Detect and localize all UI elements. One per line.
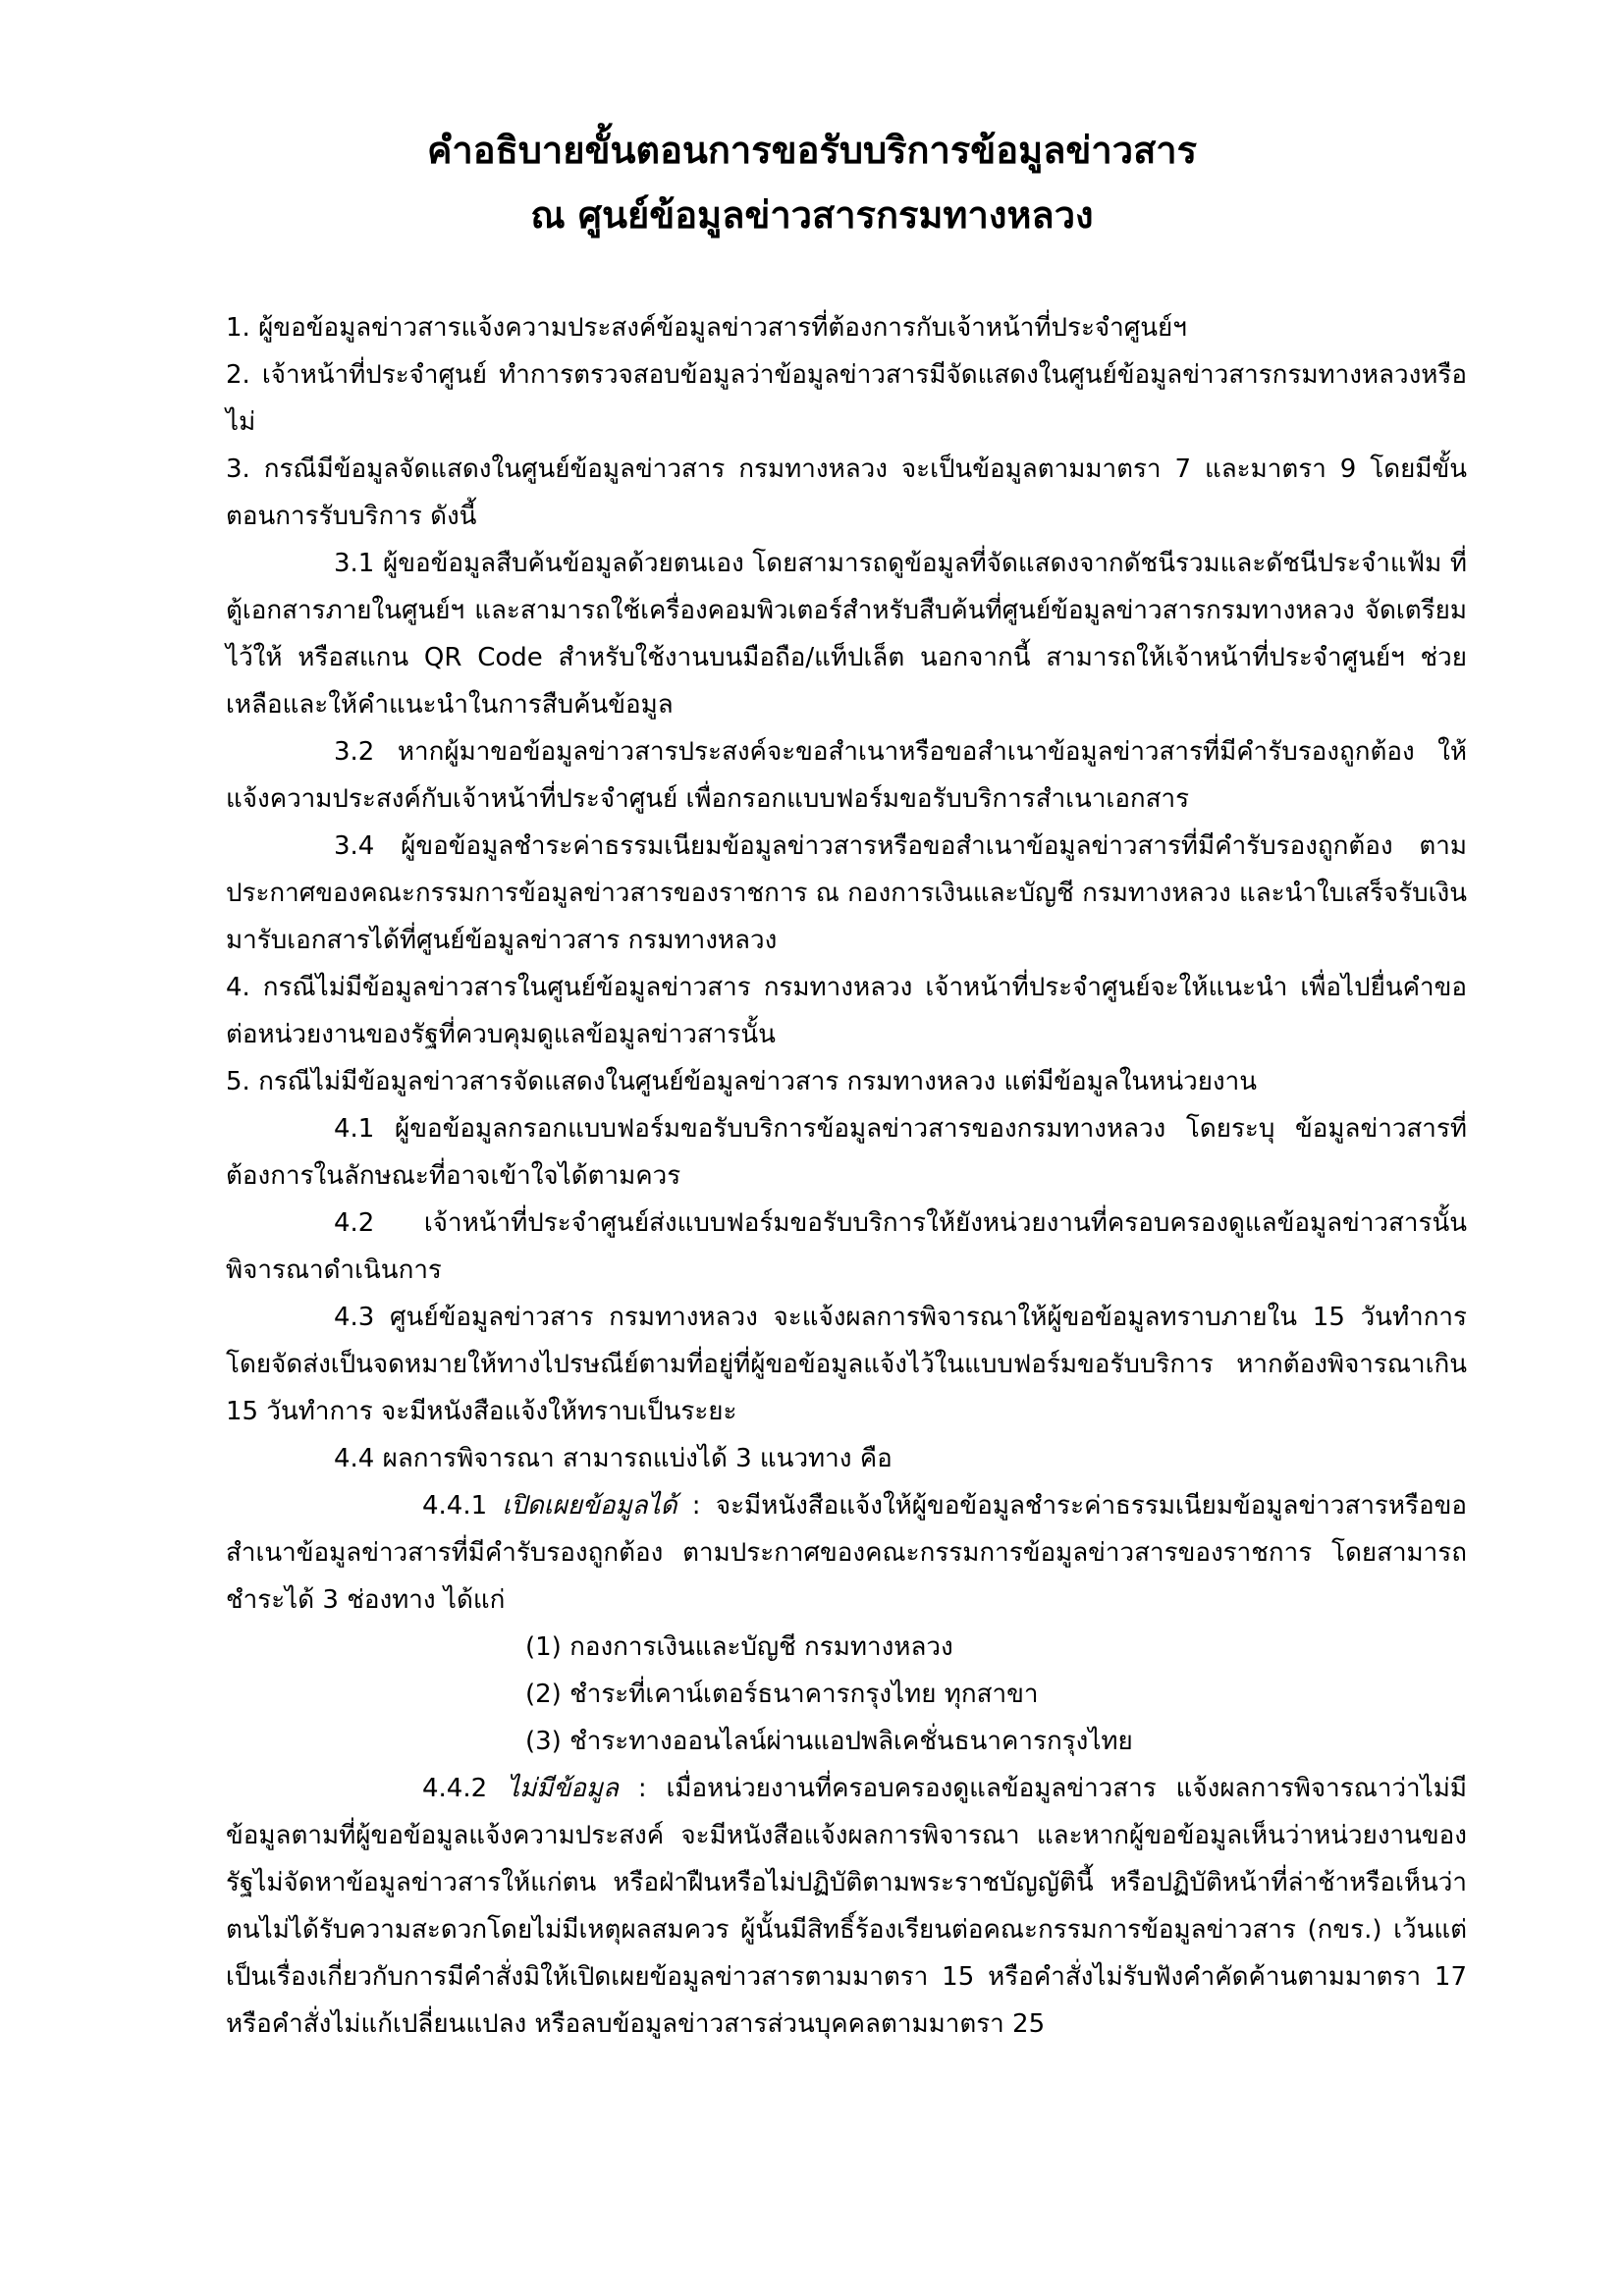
document-body <box>226 304 1467 2048</box>
step-2: 2. เจ้าหน้าที่ประจำศูนย์ ทำการตรวจสอบข้อมูลว่าข้อมูลข่าวสารมีจัดแสดงในศูนย์ข้อมูลข่าวสารกรมทางหลวงหรือไม่ <box>226 360 1467 437</box>
step-4-4-2 <box>226 1765 1467 2048</box>
payment-channel-2: (2) ชำระที่เคาน์เตอร์ธนาคารกรุงไทย ทุกสาขา <box>525 1680 1039 1709</box>
step-4-4-2-number: 4.4.2 <box>422 1774 488 1803</box>
document-title-line-1: คำอธิบายขั้นตอนการขอรับบริการข้อมูลข่าวสาร <box>426 129 1198 172</box>
document-title-line-2: ณ ศูนย์ข้อมูลข่าวสารกรมทางหลวง <box>530 193 1094 237</box>
step-4-4-1-heading: เปิดเผยข้อมูลได้ <box>502 1491 677 1521</box>
step-3: 3. กรณีมีข้อมูลจัดแสดงในศูนย์ข้อมูลข่าวสาร กรมทางหลวง จะเป็นข้อมูลตามมาตรา 7 และมาตรา 9 โดยมีขั้นตอนการรับบริการ ดังนี้ <box>226 454 1467 531</box>
step-4-4-1-text: : จะมีหนังสือแจ้งให้ผู้ขอข้อมูลชำระค่าธรรมเนียมข้อมูลข่าวสารหรือขอสำเนาข้อมูลข่าวสารที่มีคำรับรองถูกต้อง ตามประกาศของคณะกรรมการข้อมูลข่าวสารของราชการ โดยสามารถชำระได้ 3 ช่องทาง ได้แก่ <box>226 1491 1468 1615</box>
step-1: 1. ผู้ขอข้อมูลข่าวสารแจ้งความประสงค์ข้อมูลข่าวสารที่ต้องการกับเจ้าหน้าที่ประจำศูนย์ฯ <box>226 313 1187 343</box>
payment-channel-1: (1) กองการเงินและบัญชี กรมทางหลวง <box>525 1632 953 1662</box>
step-3-1: 3.1 ผู้ขอข้อมูลสืบค้นข้อมูลด้วยตนเอง โดยสามารถดูข้อมูลที่จัดแสดงจากดัชนีรวมและดัชนีประจำแฟ้ม ที่ตู้เอกสารภายในศูนย์ฯ และสามารถใช้เครื่องคอมพิวเตอร์สำหรับสืบค้นที่ศูนย์ข้อมูลข่าวสารกรมทางหลวง จัดเตรียมไว้ให้ หรือสแกน QR Code สำหรับใช้งานบนมือถือ/แท็ปเล็ต นอกจากนี้ สามารถให้เจ้าหน้าที่ประจำศูนย์ฯ ช่วยเหลือและให้คำแนะนำในการสืบค้นข้อมูล <box>226 549 1467 720</box>
step-4-2: 4.2 เจ้าหน้าที่ประจำศูนย์ส่งแบบฟอร์มขอรับบริการให้ยังหน่วยงานที่ครอบครองดูแลข้อมูลข่าวสารนั้นพิจารณาดำเนินการ <box>226 1208 1467 1285</box>
step-4-4-2-text: : เมื่อหน่วยงานที่ครอบครองดูแลข้อมูลข่าวสาร แจ้งผลการพิจารณาว่าไม่มีข้อมูลตามที่ผู้ขอข้อมูลแจ้งความประสงค์ จะมีหนังสือแจ้งผลการพิจารณา และหากผู้ขอข้อมูลเห็นว่าหน่วยงานของรัฐไม่จัดหาข้อมูลข่าวสารให้แก่ตน หรือฝ่าฝืนหรือไม่ปฏิบัติตามพระราชบัญญัตินี้ หรือปฏิบัติหน้าที่ล่าช้าหรือเห็นว่าตนไม่ได้รับความสะดวกโดยไม่มีเหตุผลสมควร ผู้นั้นมีสิทธิ์ร้องเรียนต่อคณะกรรมการข้อมูลข่าวสาร (กขร.) เว้นแต่เป็นเรื่องเกี่ยวกับการมีคำสั่งมิให้เปิดเผยข้อมูลข่าวสารตามมาตรา 15 หรือคำสั่งไม่รับฟังคำคัดค้านตามมาตรา 17 หรือคำสั่งไม่แก้เปลี่ยนแปลง หรือลบข้อมูลข่าวสารส่วนบุคคลตามมาตรา 25 <box>226 1774 1468 2039</box>
step-4-4-2-heading: ไม่มีข้อมูล <box>507 1774 619 1803</box>
step-5: 5. กรณีไม่มีข้อมูลข่าวสารจัดแสดงในศูนย์ข้อมูลข่าวสาร กรมทางหลวง แต่มีข้อมูลในหน่วยงาน <box>226 1067 1257 1096</box>
step-4-3: 4.3 ศูนย์ข้อมูลข่าวสาร กรมทางหลวง จะแจ้งผลการพิจารณาให้ผู้ขอข้อมูลทราบภายใน 15 วันทำการ โดยจัดส่งเป็นจดหมายให้ทางไปรษณีย์ตามที่อยู่ที่ผู้ขอข้อมูลแจ้งไว้ในแบบฟอร์มขอรับบริการ หากต้องพิจารณาเกิน 15 วันทำการ จะมีหนังสือแจ้งให้ทราบเป็นระยะ <box>226 1303 1467 1426</box>
step-4: 4. กรณีไม่มีข้อมูลข่าวสารในศูนย์ข้อมูลข่าวสาร กรมทางหลวง เจ้าหน้าที่ประจำศูนย์จะให้แนะนำ เพื่อไปยื่นคำขอต่อหน่วยงานของรัฐที่ควบคุมดูแลข้อมูลข่าวสารนั้น <box>226 973 1467 1049</box>
step-4-4: 4.4 ผลการพิจารณา สามารถแบ่งได้ 3 แนวทาง คือ <box>334 1444 893 1473</box>
step-3-2: 3.2 หากผู้มาขอข้อมูลข่าวสารประสงค์จะขอสำเนาหรือขอสำเนาข้อมูลข่าวสารที่มีคำรับรองถูกต้อง ให้แจ้งความประสงค์กับเจ้าหน้าที่ประจำศูนย์ เพื่อกรอกแบบฟอร์มขอรับบริการสำเนาเอกสาร <box>226 737 1467 814</box>
payment-channel-3: (3) ชำระทางออนไลน์ผ่านแอปพลิเคชั่นธนาคารกรุงไทย <box>525 1727 1133 1756</box>
step-4-4-1-number: 4.4.1 <box>422 1491 488 1521</box>
step-4-4-1 <box>226 1482 1467 1624</box>
step-4-1: 4.1 ผู้ขอข้อมูลกรอกแบบฟอร์มขอรับบริการข้อมูลข่าวสารของกรมทางหลวง โดยระบุ ข้อมูลข่าวสารที่ต้องการในลักษณะที่อาจเข้าใจได้ตามควร <box>226 1114 1467 1191</box>
step-3-4: 3.4 ผู้ขอข้อมูลชำระค่าธรรมเนียมข้อมูลข่าวสารหรือขอสำเนาข้อมูลข่าวสารที่มีคำรับรองถูกต้อง ตามประกาศของคณะกรรมการข้อมูลข่าวสารของราชการ ณ กองการเงินและบัญชี กรมทางหลวง และนำใบเสร็จรับเงินมารับเอกสารได้ที่ศูนย์ข้อมูลข่าวสาร กรมทางหลวง <box>226 831 1467 955</box>
